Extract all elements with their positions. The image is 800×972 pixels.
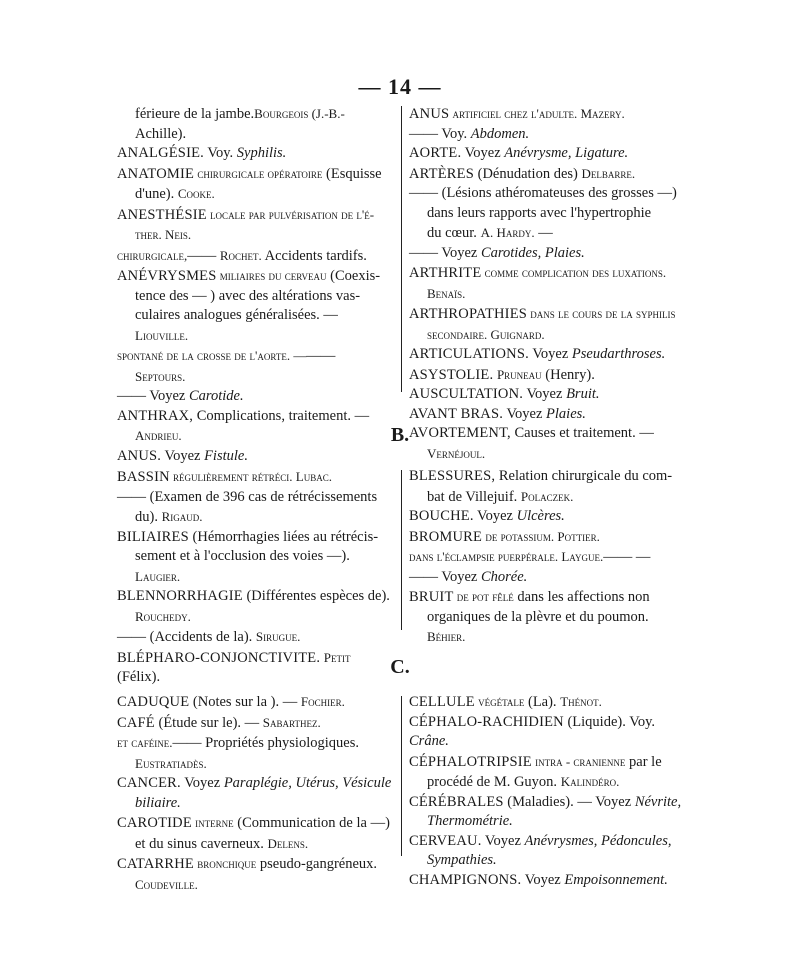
line-text: Voyez [461, 145, 505, 161]
index-heading: ARTHROPATHIES [409, 306, 528, 322]
index-line [409, 692, 685, 713]
index-line [409, 627, 685, 648]
line-text: Achille). [135, 125, 187, 142]
index-line [117, 547, 395, 567]
cross-reference: Sympathies. [427, 852, 497, 868]
cross-reference: Abdomen. [470, 125, 530, 142]
index-heading: CAFÉ [117, 714, 155, 731]
index-line [409, 345, 685, 365]
line-text: — [534, 225, 553, 241]
author-name: Pruneau [496, 366, 542, 382]
index-heading: ANÉVRYSMES [117, 268, 217, 284]
line-text: (Félix). [117, 669, 161, 685]
index-line [409, 527, 685, 548]
line-text: —— [306, 348, 336, 364]
small-caps-text: Vernéjoul. [427, 445, 486, 461]
small-caps-text: interne [191, 815, 234, 830]
small-caps-text: ther. Neis. [135, 227, 192, 242]
cross-reference: Pseudarthroses. [571, 346, 666, 362]
index-heading: AVORTEMENT, [409, 425, 511, 441]
index-line [409, 587, 685, 608]
index-line [409, 507, 685, 527]
index-line [117, 692, 395, 713]
index-heading: ARTÈRES [409, 165, 474, 182]
author-name: Polaczek. [520, 488, 574, 504]
line-text: Causes et traitement. — [510, 425, 654, 441]
index-line [117, 528, 395, 548]
index-line [117, 488, 395, 508]
index-heading: CÉRÉBRALES [409, 793, 504, 810]
index-heading: BLENNORRHAGIE [117, 588, 243, 604]
small-caps-text: miliaires du cerveau [216, 268, 327, 283]
cross-reference: Fistule. [204, 447, 248, 464]
index-line [409, 244, 685, 264]
small-caps-text: bronchique [193, 856, 257, 871]
small-caps-text: régulièrement rétréci. Lubac. [169, 469, 332, 484]
cross-reference: Crâne. [409, 733, 449, 749]
cross-reference: Carotide. [188, 388, 244, 404]
line-text: —— Voy. [409, 125, 471, 142]
line-text: (Dénudation des) [473, 165, 582, 182]
index-heading: BROMURE [409, 528, 483, 545]
line-text: et du sinus caverneux. [135, 835, 268, 852]
index-line [117, 225, 395, 246]
line-text: sement et à l'occlusion des voies —). [135, 548, 350, 564]
index-line [117, 875, 395, 896]
line-text: (Maladies). — Voyez [503, 793, 635, 810]
index-line [409, 304, 685, 325]
index-heading: CANCER. [117, 775, 181, 791]
index-line [117, 346, 395, 367]
line-text: —— Voyez [409, 568, 481, 585]
index-line [117, 507, 395, 528]
index-heading: ANALGÉSIE. [117, 145, 204, 161]
line-text: —— (Lésions athéromateuses des grosses —) [409, 185, 677, 201]
line-text: du). [135, 509, 162, 525]
index-line [117, 774, 395, 794]
index-line [117, 205, 395, 226]
small-caps-text: Béhier. [427, 629, 466, 644]
line-text: —— (Accidents de la). [117, 629, 256, 645]
index-heading: ANTHRAX, [117, 407, 194, 424]
index-line [409, 851, 685, 871]
small-caps-text: artificiel chez l'adulte. Mazery. [449, 106, 625, 121]
page-number: — 14 — [358, 74, 442, 99]
small-caps-text: chirurgicale opératoire [194, 165, 323, 181]
index-line [117, 607, 395, 628]
index-line [409, 467, 685, 487]
index-line [409, 487, 685, 508]
author-name: Rochet. [219, 247, 262, 263]
author-name: Rigaud. [161, 509, 203, 524]
index-heading: BLÉPHARO-CONJONCTIVITE. [117, 649, 321, 666]
index-line [117, 326, 395, 347]
cross-reference: Empoisonnement. [564, 871, 668, 888]
index-line [117, 754, 395, 775]
small-caps-text: locale par pulvérisation de l'é- [206, 206, 375, 222]
section-a-left-column [117, 104, 395, 466]
cross-reference: Syphilis. [236, 145, 287, 161]
line-text: tence des — ) avec des altérations vas- [135, 287, 361, 304]
line-text: Voyez [503, 405, 547, 422]
index-heading: AUSCULTATION. [409, 386, 524, 402]
index-heading: ANUS [409, 106, 450, 122]
line-text: Propriétés physiologiques. [205, 735, 359, 751]
line-text: Accidents tardifs. [261, 247, 367, 264]
index-line [409, 125, 685, 145]
author-name: Delens. [267, 835, 309, 851]
index-line [409, 164, 685, 185]
line-text: (Différentes espèces de). [242, 588, 390, 604]
index-line [409, 263, 685, 284]
small-caps-text: intra - cranienne [531, 753, 626, 769]
author-name: Cooke. [177, 186, 215, 201]
line-text: —— (Examen de 396 cas de rétrécissements [117, 488, 378, 505]
index-line [117, 104, 395, 125]
section-c-right-column [409, 692, 685, 890]
author-name: Kalindéro. [560, 774, 620, 789]
line-text: (Liquide). Voy. [563, 713, 655, 730]
index-line [117, 834, 395, 855]
index-heading: CADUQUE [117, 694, 190, 710]
index-line [117, 306, 395, 326]
small-caps-text: Eustratiadès. [135, 755, 207, 771]
index-line [409, 812, 685, 832]
line-text: Voyez [528, 346, 572, 362]
column-divider [401, 470, 402, 630]
index-line [409, 608, 685, 628]
index-line [117, 387, 395, 407]
author-name: Sabarthez. [262, 714, 321, 730]
small-caps-text: secondaire. Guignard. [427, 326, 545, 342]
line-text: —— [187, 247, 220, 264]
line-text: par le [625, 753, 662, 770]
line-text: dans les affections non [513, 589, 650, 605]
index-line [409, 752, 685, 773]
index-heading: CELLULE [409, 694, 475, 710]
small-caps-text: Benaïs. [427, 285, 466, 301]
small-caps-text: de pot fêlé [453, 589, 514, 604]
index-heading: ARTICULATIONS. [409, 346, 529, 362]
cross-reference: Carotides, Plaies. [480, 244, 585, 261]
index-line [409, 405, 685, 425]
index-heading: CHAMPIGNONS. [409, 871, 522, 888]
index-line [409, 325, 685, 346]
column-divider [401, 696, 402, 856]
index-line [117, 813, 395, 834]
line-text: (Esquisse [322, 165, 382, 182]
index-heading: BRUIT [409, 589, 454, 605]
small-caps-text: comme complication des luxations. [481, 265, 667, 280]
index-heading: AORTE. [409, 145, 462, 161]
cross-reference: Anévrysmes, Pédoncules, [524, 832, 672, 849]
index-line [117, 794, 395, 814]
line-text: Voyez [523, 386, 567, 402]
index-line [117, 854, 395, 875]
small-caps-text: spontané de la crosse de l'aorte. — [117, 348, 307, 363]
line-text: (Communication de la —) [233, 815, 390, 831]
author-name: Delbarre. [581, 165, 636, 181]
index-line [409, 385, 685, 405]
index-line [409, 832, 685, 852]
line-text: Voyez [473, 508, 517, 524]
index-heading: ARTHRITE [409, 265, 482, 281]
author-name: Sirugue. [255, 629, 301, 644]
line-text: (Coexis- [326, 268, 381, 284]
index-heading: BLESSURES, [409, 468, 496, 484]
line-text: Voy. [203, 145, 237, 161]
index-line [409, 223, 685, 244]
line-text: procédé de M. Guyon. [427, 774, 561, 790]
line-text: (Hémorrhagies liées au rétrécis- [188, 528, 379, 545]
index-line [117, 164, 395, 185]
index-line [117, 184, 395, 205]
small-caps-text: dans le cours de la syphilis [527, 306, 676, 321]
line-text: d'une). [135, 186, 178, 202]
line-text: Complications, traitement. — [193, 407, 370, 424]
index-heading: BOUCHE. [409, 508, 474, 524]
line-text: culaires analogues généralisées. — [135, 307, 338, 323]
index-line [409, 568, 685, 588]
cross-reference: Thermométrie. [427, 813, 513, 829]
index-line [409, 793, 685, 813]
line-text: —— Voyez [409, 244, 481, 261]
column-divider [401, 106, 402, 392]
small-caps-text: chirurgicale, [117, 247, 188, 263]
line-text: (La). [524, 694, 561, 710]
author-name: A. Hardy. [480, 225, 535, 240]
author-name: Petit [323, 649, 351, 665]
line-text: —— [603, 549, 636, 565]
index-heading: BILIAIRES [117, 528, 189, 545]
small-caps-text: et caféine. [117, 735, 173, 750]
index-line [117, 627, 395, 648]
index-line [409, 184, 685, 204]
index-line [409, 144, 685, 164]
index-heading: ASYSTOLIE. [409, 366, 494, 383]
line-text: Voyez [180, 775, 224, 791]
index-line [409, 365, 685, 386]
section-b-right-column [409, 467, 685, 648]
index-line [117, 287, 395, 307]
index-line [409, 104, 685, 125]
index-heading: ANESTHÉSIE [117, 206, 207, 223]
index-line [117, 367, 395, 388]
index-line [409, 547, 685, 568]
cross-reference: Plaies. [546, 405, 586, 422]
small-caps-text: Laugier. [135, 568, 181, 584]
index-heading: CAROTIDE [117, 815, 192, 831]
line-text: (Notes sur la ). — [189, 694, 301, 710]
cross-reference: Névrite, [634, 793, 682, 810]
index-line [117, 246, 395, 267]
index-line [117, 447, 395, 467]
cross-reference: Ulcères. [516, 508, 565, 524]
cross-reference: biliaire. [135, 794, 181, 811]
line-text: du cœur. [427, 225, 481, 241]
line-text: — [635, 549, 651, 565]
index-line [409, 713, 685, 752]
line-text: (Étude sur le). — [154, 714, 263, 731]
index-line [117, 467, 395, 488]
line-text: dans leurs rapports avec l'hypertrophie [427, 204, 652, 221]
line-text: —— [172, 735, 206, 751]
line-text: organiques de la plèvre et du poumon. [427, 608, 649, 625]
index-line [409, 772, 685, 793]
index-heading: BASSIN [117, 469, 170, 485]
author-name: Thénot. [560, 694, 602, 709]
small-caps-text: végétale [474, 694, 525, 709]
index-heading: ANUS. [117, 447, 162, 464]
index-heading: ANATOMIE [117, 165, 195, 182]
index-line [117, 713, 395, 734]
index-line [117, 266, 395, 287]
index-heading: CERVEAU. [409, 832, 482, 849]
line-text: Voyez [521, 871, 565, 888]
small-caps-text: Rouchedy. [135, 608, 191, 624]
section-a-right-column [409, 104, 685, 464]
small-caps-text: Septours. [135, 368, 186, 384]
index-line [117, 733, 395, 754]
index-heading: CÉPHALOTRIPSIE [409, 753, 532, 770]
index-line [409, 871, 685, 891]
section-letter-c: C. [390, 656, 410, 678]
index-line [117, 567, 395, 588]
section-b-left-column [117, 467, 395, 688]
index-heading: CATARRHE [117, 856, 194, 872]
cross-reference: Chorée. [480, 568, 528, 585]
small-caps-text: dans l'éclampsie puerpérale. Laygue. [409, 549, 604, 564]
small-caps-text: Andrieu. [135, 428, 182, 443]
index-line [409, 204, 685, 224]
line-text: Voyez [481, 832, 525, 849]
cross-reference: Anévrysme, Ligature. [504, 145, 629, 161]
small-caps-text: Liouville. [135, 327, 189, 343]
line-text: (Henry). [541, 366, 595, 383]
line-text: férieure de la jambe. [135, 106, 255, 122]
cross-reference: Bruit. [566, 386, 600, 402]
author-name: Bourgeois (J.-B.- [254, 106, 345, 121]
line-text: bat de Villejuif. [427, 488, 521, 505]
line-text: pseudo-gangréneux. [256, 856, 378, 872]
index-line [117, 587, 395, 607]
section-letter-b: B. [390, 424, 410, 446]
author-name: Fochier. [300, 694, 345, 709]
cross-reference: Paraplégie, Utérus, Vésicule [223, 775, 392, 791]
index-line [409, 284, 685, 305]
small-caps-text: de potassium. Pottier. [482, 528, 600, 544]
index-line [117, 125, 395, 145]
line-text: —— Voyez [117, 388, 189, 404]
small-caps-text: Coudeville. [135, 876, 198, 892]
index-heading: CÉPHALO-RACHIDIEN [409, 713, 564, 730]
section-c-left-column [117, 692, 395, 895]
index-line [117, 144, 395, 164]
line-text: Relation chirurgicale du com- [495, 468, 673, 484]
line-text: Voyez [161, 447, 205, 464]
index-heading: AVANT BRAS. [409, 405, 504, 422]
